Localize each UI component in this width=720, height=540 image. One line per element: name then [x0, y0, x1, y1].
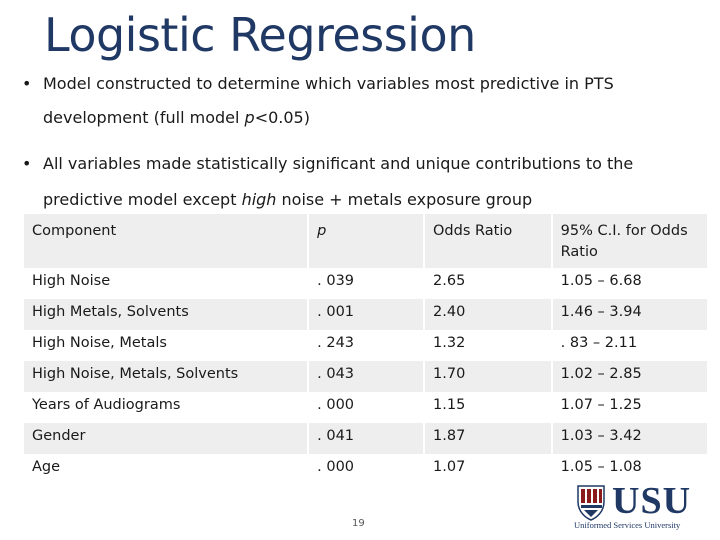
bullet-line: All variables made statistically significant and unique contributions to the: [43, 154, 634, 173]
cell-odds-ratio: 2.65: [424, 268, 552, 299]
cell-ci: 1.03 – 3.42: [552, 423, 707, 454]
logo-name: Uniformed Services University: [574, 520, 681, 530]
shield-icon: [576, 484, 606, 522]
cell-odds-ratio: 1.32: [424, 330, 552, 361]
page-number: 19: [352, 518, 365, 529]
cell-p: . 000: [308, 454, 424, 485]
table-row: [24, 454, 707, 485]
regression-table: [24, 214, 707, 485]
cell-odds-ratio: 1.07: [424, 454, 552, 485]
cell-p: . 043: [308, 361, 424, 392]
cell-component: High Metals, Solvents: [24, 299, 308, 330]
bullet-line-continued: predictive model except high noise + metals exposure group: [43, 190, 533, 209]
table-row: [24, 392, 707, 423]
table-row: [24, 299, 707, 330]
header-ci: 95% C.I. for Odds Ratio: [552, 214, 707, 268]
usu-logo: [572, 482, 708, 534]
bullet-line-continued: development (full model p<0.05): [43, 108, 310, 127]
logo-acronym: USU: [612, 480, 692, 522]
cell-component: Gender: [24, 423, 308, 454]
table-row: [24, 330, 707, 361]
cell-p: . 243: [308, 330, 424, 361]
cell-ci: . 83 – 2.11: [552, 330, 707, 361]
cell-p: . 039: [308, 268, 424, 299]
cell-p: . 041: [308, 423, 424, 454]
cell-ci: 1.02 – 2.85: [552, 361, 707, 392]
table-row: [24, 423, 707, 454]
header-odds-ratio: Odds Ratio: [424, 214, 552, 268]
cell-component: High Noise: [24, 268, 308, 299]
slide-title: Logistic Regression: [44, 8, 476, 62]
cell-component: High Noise, Metals, Solvents: [24, 361, 308, 392]
bullet-glyph: •: [22, 74, 32, 93]
cell-ci: 1.05 – 1.08: [552, 454, 707, 485]
cell-odds-ratio: 1.87: [424, 423, 552, 454]
table-header-row: [24, 214, 707, 268]
cell-odds-ratio: 1.15: [424, 392, 552, 423]
cell-component: Age: [24, 454, 308, 485]
table-row: [24, 268, 707, 299]
cell-ci: 1.05 – 6.68: [552, 268, 707, 299]
header-component: Component: [24, 214, 308, 268]
cell-component: Years of Audiograms: [24, 392, 308, 423]
bullet-glyph: •: [22, 154, 32, 173]
cell-component: High Noise, Metals: [24, 330, 308, 361]
header-p: p: [308, 214, 424, 268]
cell-p: . 000: [308, 392, 424, 423]
p-symbol: p: [244, 108, 255, 127]
emphasis-high: high: [241, 190, 277, 209]
cell-p: . 001: [308, 299, 424, 330]
bullet-line: Model constructed to determine which variables most predictive in PTS: [43, 74, 614, 93]
table-row: [24, 361, 707, 392]
cell-ci: 1.46 – 3.94: [552, 299, 707, 330]
cell-odds-ratio: 2.40: [424, 299, 552, 330]
cell-ci: 1.07 – 1.25: [552, 392, 707, 423]
cell-odds-ratio: 1.70: [424, 361, 552, 392]
